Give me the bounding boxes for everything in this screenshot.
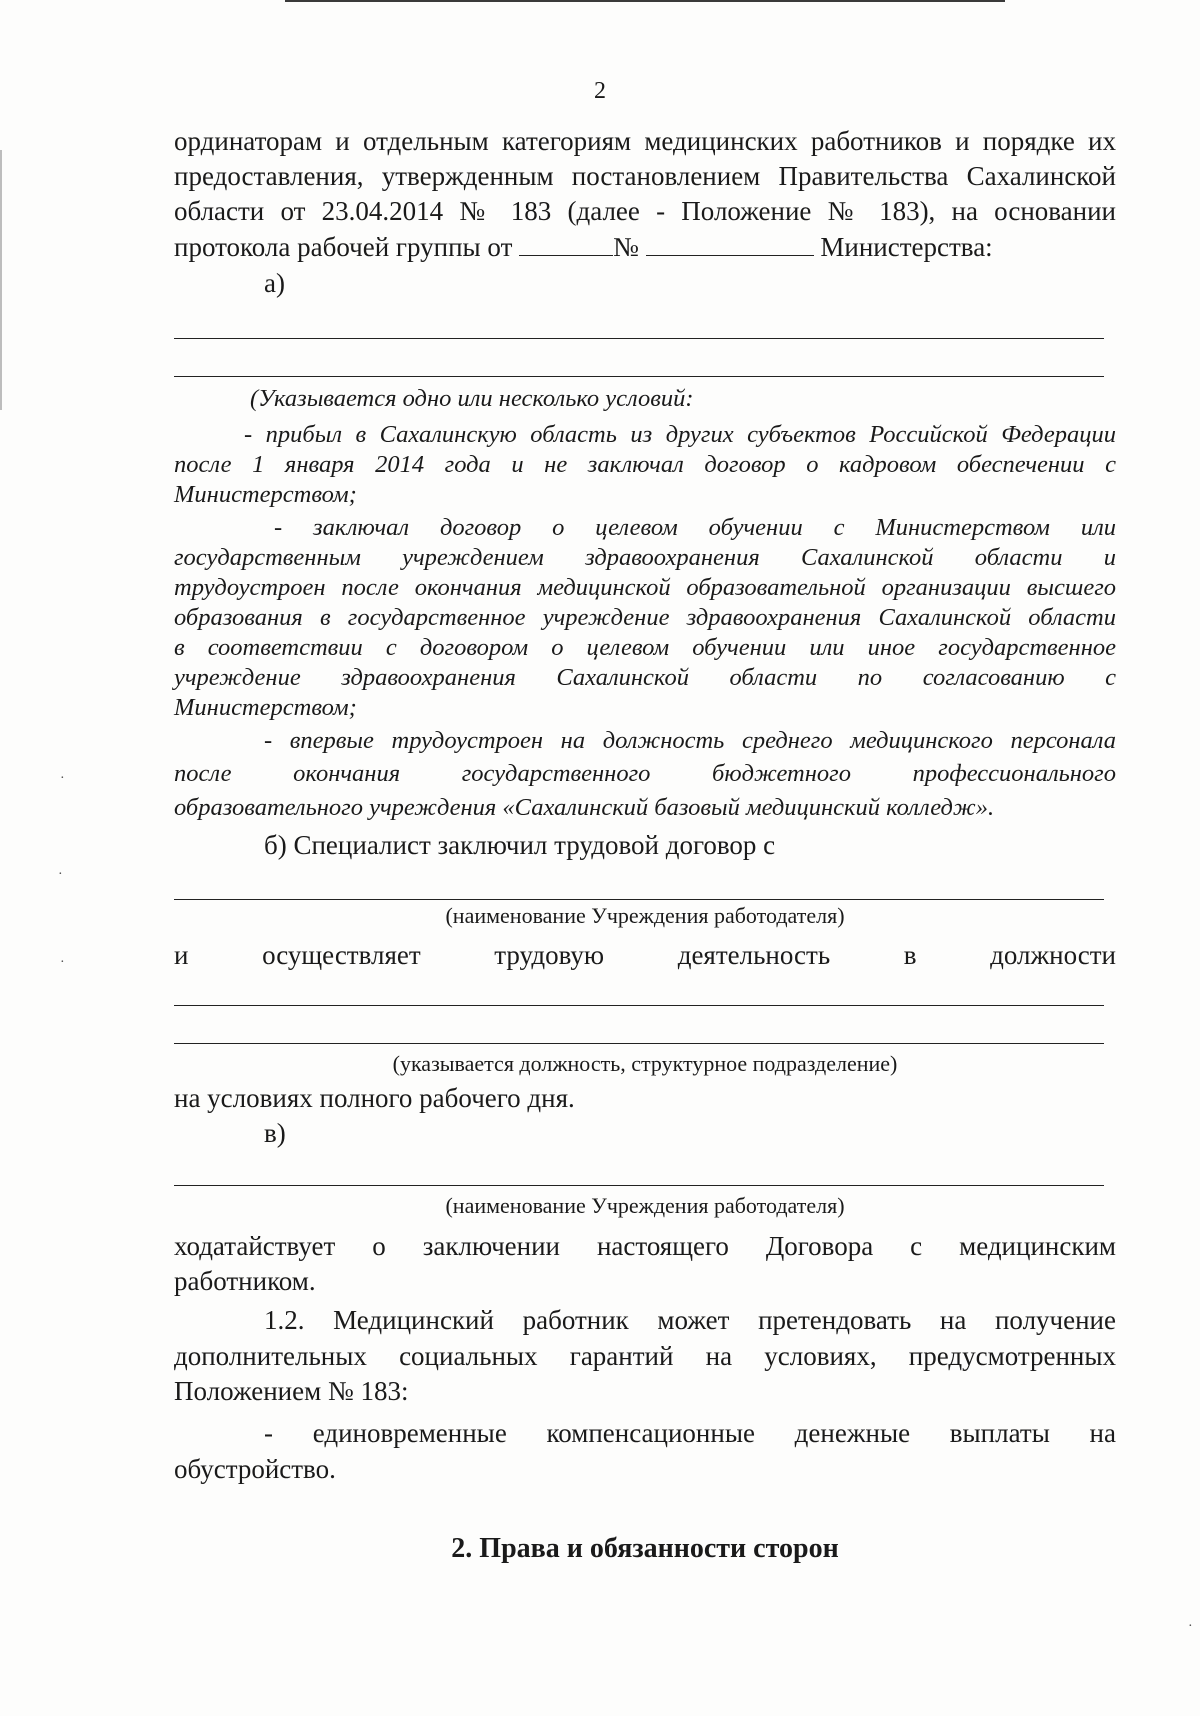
condition-2-line-5: в соответствии с договором о целевом обучении или иное государственное <box>174 634 1116 661</box>
item-b-full-day-text: на условиях полного рабочего дня. <box>174 1083 575 1113</box>
item-c-employer-caption: (наименование Учреждения работодателя) <box>445 1193 845 1218</box>
item-b-text: б) Специалист заключил трудовой договор с <box>264 830 776 860</box>
item-c-line-2: работником. <box>174 1266 316 1296</box>
item-c-employer-blank <box>174 1185 1104 1186</box>
condition-1-line-2: после 1 января 2014 года и не заключал договор о кадровом обеспечении с <box>174 451 1116 478</box>
condition-2-line-6: учреждение здравоохранения Сахалинской области по согласованию с <box>174 664 1116 691</box>
clause-1-2-line-2: дополнительных социальных гарантий на условиях, предусмотренных <box>174 1341 1116 1371</box>
intro-line-4 <box>174 230 1116 264</box>
item-b-position-blank-1 <box>174 1005 1104 1006</box>
page-number: 2 <box>594 78 606 104</box>
number-sign: № <box>613 232 639 262</box>
conditions-note-heading: (Указывается одно или несколько условий: <box>250 385 694 412</box>
protocol-text: протокола рабочей группы от <box>174 232 513 262</box>
clause-1-2-bullet-line-1: - единовременные компенсационные денежные выплаты на <box>264 1418 1116 1448</box>
scan-speck: · <box>60 955 65 970</box>
scan-speck: · <box>58 867 63 882</box>
section-heading: 2. Права и обязанности сторон <box>451 1533 839 1564</box>
condition-3-line-2: после окончания государственного бюджетного профессионального <box>174 760 1116 787</box>
protocol-number-blank <box>646 233 814 256</box>
scan-edge-mark <box>0 150 2 410</box>
item-b-employer-blank <box>174 899 1104 900</box>
condition-2-line-1: - заключал договор о целевом обучении с Министерством или <box>274 514 1116 541</box>
item-b-position-blank-2 <box>174 1043 1104 1044</box>
condition-2-line-2: государственным учреждением здравоохранения Сахалинской области и <box>174 544 1116 571</box>
item-c-label: в) <box>264 1118 286 1148</box>
condition-3-line-3: образовательного учреждения «Сахалинский базовый медицинский колледж». <box>174 794 995 821</box>
item-a-label: а) <box>264 268 285 298</box>
protocol-date-blank <box>519 233 613 256</box>
intro-line-3: области от 23.04.2014 № 183 (далее - Положение № 183), на основании <box>174 196 1116 226</box>
intro-line-1: ординаторам и отдельным категориям медицинских работников и порядке их <box>174 126 1116 156</box>
condition-2-line-4: образования в государственное учреждение здравоохранения Сахалинской области <box>174 604 1116 631</box>
scan-speck: · <box>60 771 65 786</box>
item-a-blank-line-2 <box>174 376 1104 377</box>
item-c-line-1: ходатайствует о заключении настоящего Договора с медицинским <box>174 1231 1116 1261</box>
intro-line-2: предоставления, утвержденным постановлением Правительства Сахалинской <box>174 161 1116 191</box>
item-a-blank-line-1 <box>174 338 1104 339</box>
condition-1-line-3: Министерством; <box>174 481 357 508</box>
item-b-position-text: и осуществляет трудовую деятельность в должности <box>174 940 1116 970</box>
condition-3-line-1: - впервые трудоустроен на должность среднего медицинского персонала <box>264 727 1116 754</box>
top-scan-rule <box>285 0 1005 2</box>
clause-1-2-line-1: 1.2. Медицинский работник может претендовать на получение <box>264 1305 1116 1335</box>
scan-speck: · <box>1188 1619 1193 1634</box>
item-b-position-caption: (указывается должность, структурное подразделение) <box>392 1051 898 1076</box>
clause-1-2-line-3: Положением № 183: <box>174 1376 409 1406</box>
ministry-text: Министерства: <box>820 232 993 262</box>
condition-2-line-3: трудоустроен после окончания медицинской образовательной организации высшего <box>174 574 1116 601</box>
condition-2-line-7: Министерством; <box>174 694 357 721</box>
condition-1-line-1: - прибыл в Сахалинскую область из других субъектов Российской Федерации <box>244 421 1116 448</box>
clause-1-2-bullet-line-2: обустройство. <box>174 1454 336 1484</box>
item-b-employer-caption: (наименование Учреждения работодателя) <box>445 903 845 928</box>
